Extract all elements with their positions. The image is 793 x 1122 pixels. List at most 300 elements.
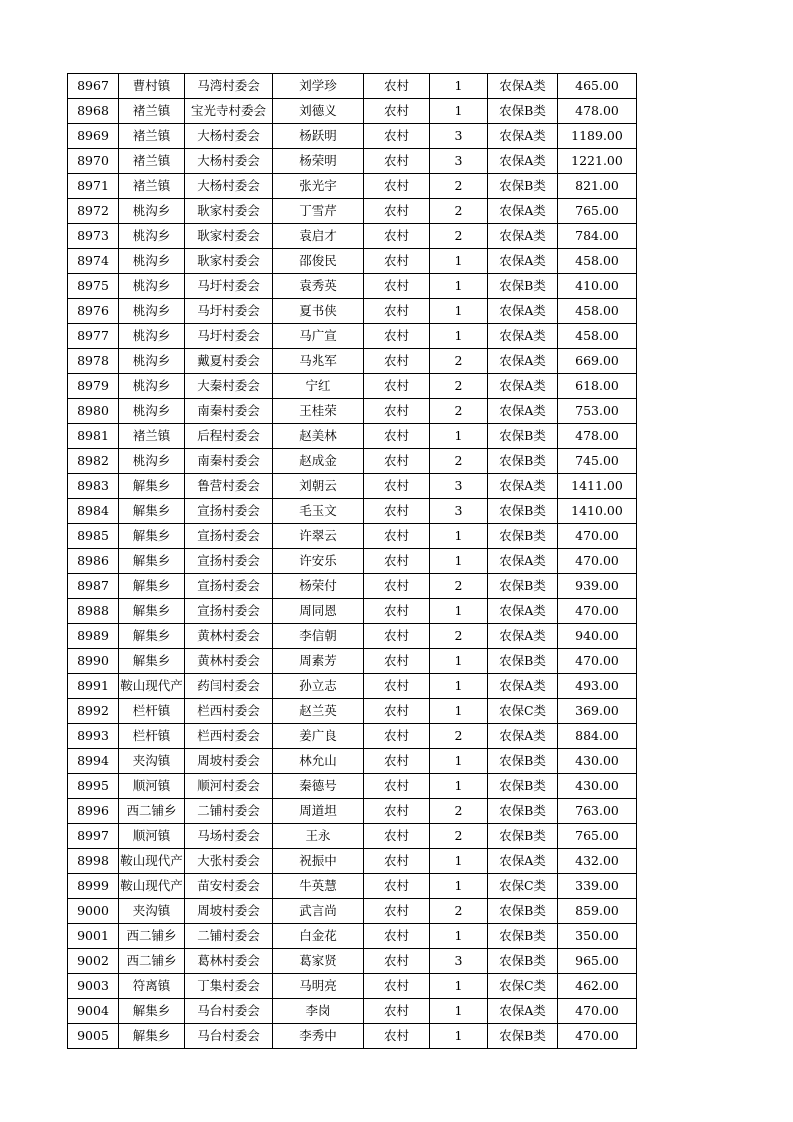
village-committee-cell: 二铺村委会	[185, 924, 273, 949]
village-committee-cell: 宝光寺村委会	[185, 99, 273, 124]
township-cell: 褚兰镇	[119, 424, 185, 449]
township-cell: 解集乡	[119, 999, 185, 1024]
table-row	[68, 349, 637, 374]
table-row	[68, 299, 637, 324]
person-name-cell: 王永	[273, 824, 364, 849]
township-cell: 桃沟乡	[119, 349, 185, 374]
member-count-cell: 1	[430, 599, 488, 624]
insurance-category-cell: 农保A类	[488, 599, 558, 624]
record-number: 8991	[68, 674, 119, 699]
household-type-cell: 农村	[364, 274, 430, 299]
insurance-category-cell: 农保A类	[488, 724, 558, 749]
record-number: 8977	[68, 324, 119, 349]
amount-cell: 339.00	[558, 874, 637, 899]
table-row	[68, 624, 637, 649]
insurance-category-cell: 农保A类	[488, 74, 558, 99]
record-number: 8985	[68, 524, 119, 549]
village-committee-cell: 葛林村委会	[185, 949, 273, 974]
township-cell: 解集乡	[119, 574, 185, 599]
record-number: 8969	[68, 124, 119, 149]
record-number: 8986	[68, 549, 119, 574]
household-type-cell: 农村	[364, 649, 430, 674]
insurance-category-cell: 农保B类	[488, 524, 558, 549]
household-type-cell: 农村	[364, 799, 430, 824]
insurance-category-cell: 农保B类	[488, 424, 558, 449]
amount-cell: 462.00	[558, 974, 637, 999]
household-type-cell: 农村	[364, 724, 430, 749]
township-cell: 解集乡	[119, 474, 185, 499]
insurance-category-cell: 农保A类	[488, 324, 558, 349]
amount-cell: 884.00	[558, 724, 637, 749]
table-row	[68, 399, 637, 424]
village-committee-cell: 栏西村委会	[185, 699, 273, 724]
township-cell: 褚兰镇	[119, 149, 185, 174]
amount-cell: 821.00	[558, 174, 637, 199]
household-type-cell: 农村	[364, 174, 430, 199]
record-number: 8988	[68, 599, 119, 624]
record-number: 8974	[68, 249, 119, 274]
member-count-cell: 3	[430, 949, 488, 974]
insurance-category-cell: 农保A类	[488, 399, 558, 424]
insurance-category-cell: 农保B类	[488, 924, 558, 949]
township-cell: 解集乡	[119, 649, 185, 674]
township-cell: 褚兰镇	[119, 174, 185, 199]
village-committee-cell: 宣扬村委会	[185, 549, 273, 574]
member-count-cell: 2	[430, 574, 488, 599]
village-committee-cell: 黄林村委会	[185, 624, 273, 649]
amount-cell: 458.00	[558, 324, 637, 349]
table-row	[68, 574, 637, 599]
member-count-cell: 1	[430, 674, 488, 699]
amount-cell: 470.00	[558, 549, 637, 574]
member-count-cell: 1	[430, 299, 488, 324]
household-type-cell: 农村	[364, 449, 430, 474]
table-body	[68, 74, 637, 1049]
amount-cell: 458.00	[558, 299, 637, 324]
insurance-category-cell: 农保A类	[488, 674, 558, 699]
table-row	[68, 74, 637, 99]
household-type-cell: 农村	[364, 224, 430, 249]
table-row	[68, 124, 637, 149]
household-type-cell: 农村	[364, 874, 430, 899]
insurance-category-cell: 农保A类	[488, 374, 558, 399]
amount-cell: 430.00	[558, 749, 637, 774]
household-type-cell: 农村	[364, 824, 430, 849]
record-number: 8971	[68, 174, 119, 199]
household-type-cell: 农村	[364, 599, 430, 624]
table-row	[68, 199, 637, 224]
member-count-cell: 2	[430, 724, 488, 749]
township-cell: 解集乡	[119, 624, 185, 649]
amount-cell: 470.00	[558, 999, 637, 1024]
township-cell: 桃沟乡	[119, 374, 185, 399]
village-committee-cell: 马湾村委会	[185, 74, 273, 99]
record-number: 8995	[68, 774, 119, 799]
member-count-cell: 2	[430, 349, 488, 374]
person-name-cell: 祝振中	[273, 849, 364, 874]
member-count-cell: 1	[430, 274, 488, 299]
village-committee-cell: 马圩村委会	[185, 324, 273, 349]
household-type-cell: 农村	[364, 549, 430, 574]
member-count-cell: 2	[430, 199, 488, 224]
amount-cell: 939.00	[558, 574, 637, 599]
table-row	[68, 849, 637, 874]
village-committee-cell: 马台村委会	[185, 1024, 273, 1049]
household-type-cell: 农村	[364, 299, 430, 324]
household-type-cell: 农村	[364, 974, 430, 999]
member-count-cell: 2	[430, 799, 488, 824]
person-name-cell: 杨荣付	[273, 574, 364, 599]
amount-cell: 470.00	[558, 524, 637, 549]
person-name-cell: 赵美林	[273, 424, 364, 449]
household-type-cell: 农村	[364, 924, 430, 949]
insurance-category-cell: 农保A类	[488, 124, 558, 149]
insurance-category-cell: 农保A类	[488, 474, 558, 499]
amount-cell: 669.00	[558, 349, 637, 374]
household-type-cell: 农村	[364, 524, 430, 549]
person-name-cell: 周素芳	[273, 649, 364, 674]
insurance-category-cell: 农保C类	[488, 699, 558, 724]
insurance-category-cell: 农保A类	[488, 999, 558, 1024]
township-cell: 符离镇	[119, 974, 185, 999]
insurance-category-cell: 农保A类	[488, 224, 558, 249]
insurance-category-cell: 农保B类	[488, 449, 558, 474]
amount-cell: 432.00	[558, 849, 637, 874]
person-name-cell: 赵兰英	[273, 699, 364, 724]
village-committee-cell: 耿家村委会	[185, 249, 273, 274]
person-name-cell: 宁红	[273, 374, 364, 399]
person-name-cell: 丁雪芹	[273, 199, 364, 224]
village-committee-cell: 苗安村委会	[185, 874, 273, 899]
insurance-category-cell: 农保B类	[488, 799, 558, 824]
person-name-cell: 袁秀英	[273, 274, 364, 299]
village-committee-cell: 鲁营村委会	[185, 474, 273, 499]
township-cell: 西二铺乡	[119, 949, 185, 974]
table-row	[68, 799, 637, 824]
record-number: 8968	[68, 99, 119, 124]
record-number: 8989	[68, 624, 119, 649]
household-type-cell: 农村	[364, 399, 430, 424]
township-cell: 桃沟乡	[119, 249, 185, 274]
record-number: 8982	[68, 449, 119, 474]
member-count-cell: 1	[430, 549, 488, 574]
table-row	[68, 674, 637, 699]
member-count-cell: 2	[430, 224, 488, 249]
table-row	[68, 524, 637, 549]
village-committee-cell: 大杨村委会	[185, 149, 273, 174]
insurance-category-cell: 农保A类	[488, 149, 558, 174]
person-name-cell: 杨荣明	[273, 149, 364, 174]
person-name-cell: 马明亮	[273, 974, 364, 999]
village-committee-cell: 南秦村委会	[185, 399, 273, 424]
township-cell: 夹沟镇	[119, 749, 185, 774]
insurance-category-cell: 农保C类	[488, 974, 558, 999]
table-row	[68, 499, 637, 524]
record-number: 8970	[68, 149, 119, 174]
person-name-cell: 周同恩	[273, 599, 364, 624]
record-number: 9003	[68, 974, 119, 999]
table-row	[68, 1024, 637, 1049]
table-row	[68, 424, 637, 449]
person-name-cell: 葛家贤	[273, 949, 364, 974]
township-cell: 桃沟乡	[119, 299, 185, 324]
person-name-cell: 刘德义	[273, 99, 364, 124]
member-count-cell: 1	[430, 524, 488, 549]
record-number: 8981	[68, 424, 119, 449]
record-number: 8998	[68, 849, 119, 874]
record-number: 8978	[68, 349, 119, 374]
record-number: 8996	[68, 799, 119, 824]
household-type-cell: 农村	[364, 749, 430, 774]
village-committee-cell: 宣扬村委会	[185, 574, 273, 599]
township-cell: 桃沟乡	[119, 274, 185, 299]
member-count-cell: 1	[430, 99, 488, 124]
record-number: 8992	[68, 699, 119, 724]
village-committee-cell: 耿家村委会	[185, 199, 273, 224]
person-name-cell: 李秀中	[273, 1024, 364, 1049]
household-type-cell: 农村	[364, 349, 430, 374]
table-row	[68, 324, 637, 349]
member-count-cell: 1	[430, 974, 488, 999]
household-type-cell: 农村	[364, 424, 430, 449]
person-name-cell: 赵成金	[273, 449, 364, 474]
insurance-category-cell: 农保B类	[488, 749, 558, 774]
amount-cell: 470.00	[558, 1024, 637, 1049]
member-count-cell: 1	[430, 749, 488, 774]
member-count-cell: 3	[430, 149, 488, 174]
village-committee-cell: 南秦村委会	[185, 449, 273, 474]
insurance-category-cell: 农保B类	[488, 574, 558, 599]
record-number: 8984	[68, 499, 119, 524]
table-row	[68, 924, 637, 949]
member-count-cell: 3	[430, 499, 488, 524]
amount-cell: 369.00	[558, 699, 637, 724]
table-row	[68, 649, 637, 674]
insurance-category-cell: 农保B类	[488, 274, 558, 299]
insurance-category-cell: 农保A类	[488, 849, 558, 874]
table-row	[68, 249, 637, 274]
table-row	[68, 374, 637, 399]
amount-cell: 465.00	[558, 74, 637, 99]
person-name-cell: 许安乐	[273, 549, 364, 574]
village-committee-cell: 宣扬村委会	[185, 599, 273, 624]
member-count-cell: 2	[430, 624, 488, 649]
household-type-cell: 农村	[364, 249, 430, 274]
member-count-cell: 2	[430, 824, 488, 849]
table-row	[68, 949, 637, 974]
amount-cell: 470.00	[558, 649, 637, 674]
person-name-cell: 马广宣	[273, 324, 364, 349]
member-count-cell: 2	[430, 174, 488, 199]
amount-cell: 470.00	[558, 599, 637, 624]
village-committee-cell: 二铺村委会	[185, 799, 273, 824]
table-row	[68, 99, 637, 124]
table-row	[68, 724, 637, 749]
beneficiary-table	[67, 73, 637, 1049]
table-row	[68, 224, 637, 249]
person-name-cell: 武言尚	[273, 899, 364, 924]
record-number: 9005	[68, 1024, 119, 1049]
village-committee-cell: 马台村委会	[185, 999, 273, 1024]
person-name-cell: 林允山	[273, 749, 364, 774]
village-committee-cell: 宣扬村委会	[185, 499, 273, 524]
insurance-category-cell: 农保A类	[488, 299, 558, 324]
township-cell: 栏杆镇	[119, 724, 185, 749]
amount-cell: 350.00	[558, 924, 637, 949]
table-row	[68, 174, 637, 199]
record-number: 8967	[68, 74, 119, 99]
insurance-category-cell: 农保B类	[488, 649, 558, 674]
person-name-cell: 刘朝云	[273, 474, 364, 499]
village-committee-cell: 耿家村委会	[185, 224, 273, 249]
record-number: 8997	[68, 824, 119, 849]
person-name-cell: 杨跃明	[273, 124, 364, 149]
member-count-cell: 1	[430, 774, 488, 799]
village-committee-cell: 马圩村委会	[185, 274, 273, 299]
household-type-cell: 农村	[364, 574, 430, 599]
village-committee-cell: 周坡村委会	[185, 899, 273, 924]
insurance-category-cell: 农保C类	[488, 874, 558, 899]
township-cell: 鞍山现代产	[119, 874, 185, 899]
person-name-cell: 李岗	[273, 999, 364, 1024]
person-name-cell: 毛玉文	[273, 499, 364, 524]
person-name-cell: 邵俊民	[273, 249, 364, 274]
village-committee-cell: 大张村委会	[185, 849, 273, 874]
record-number: 8980	[68, 399, 119, 424]
household-type-cell: 农村	[364, 774, 430, 799]
record-number: 8993	[68, 724, 119, 749]
record-number: 8999	[68, 874, 119, 899]
member-count-cell: 1	[430, 649, 488, 674]
household-type-cell: 农村	[364, 74, 430, 99]
record-number: 8987	[68, 574, 119, 599]
amount-cell: 478.00	[558, 99, 637, 124]
table-row	[68, 549, 637, 574]
township-cell: 桃沟乡	[119, 199, 185, 224]
household-type-cell: 农村	[364, 624, 430, 649]
amount-cell: 1411.00	[558, 474, 637, 499]
amount-cell: 1221.00	[558, 149, 637, 174]
village-committee-cell: 丁集村委会	[185, 974, 273, 999]
record-number: 8973	[68, 224, 119, 249]
amount-cell: 745.00	[558, 449, 637, 474]
person-name-cell: 王桂荣	[273, 399, 364, 424]
household-type-cell: 农村	[364, 374, 430, 399]
household-type-cell: 农村	[364, 474, 430, 499]
amount-cell: 458.00	[558, 249, 637, 274]
township-cell: 桃沟乡	[119, 399, 185, 424]
member-count-cell: 1	[430, 74, 488, 99]
village-committee-cell: 马场村委会	[185, 824, 273, 849]
village-committee-cell: 马圩村委会	[185, 299, 273, 324]
person-name-cell: 秦德号	[273, 774, 364, 799]
township-cell: 解集乡	[119, 1024, 185, 1049]
household-type-cell: 农村	[364, 949, 430, 974]
village-committee-cell: 周坡村委会	[185, 749, 273, 774]
record-number: 9000	[68, 899, 119, 924]
amount-cell: 1189.00	[558, 124, 637, 149]
person-name-cell: 李信朝	[273, 624, 364, 649]
record-number: 8976	[68, 299, 119, 324]
table-row	[68, 274, 637, 299]
village-committee-cell: 顺河村委会	[185, 774, 273, 799]
member-count-cell: 1	[430, 324, 488, 349]
record-number: 9001	[68, 924, 119, 949]
village-committee-cell: 宣扬村委会	[185, 524, 273, 549]
person-name-cell: 周道坦	[273, 799, 364, 824]
village-committee-cell: 大秦村委会	[185, 374, 273, 399]
record-number: 9002	[68, 949, 119, 974]
township-cell: 褚兰镇	[119, 124, 185, 149]
insurance-category-cell: 农保A类	[488, 624, 558, 649]
township-cell: 西二铺乡	[119, 924, 185, 949]
township-cell: 西二铺乡	[119, 799, 185, 824]
table-row	[68, 874, 637, 899]
table-row	[68, 149, 637, 174]
township-cell: 桃沟乡	[119, 324, 185, 349]
amount-cell: 478.00	[558, 424, 637, 449]
township-cell: 顺河镇	[119, 824, 185, 849]
person-name-cell: 白金花	[273, 924, 364, 949]
table-row	[68, 974, 637, 999]
member-count-cell: 2	[430, 449, 488, 474]
amount-cell: 753.00	[558, 399, 637, 424]
amount-cell: 410.00	[558, 274, 637, 299]
amount-cell: 430.00	[558, 774, 637, 799]
record-number: 8972	[68, 199, 119, 224]
township-cell: 夹沟镇	[119, 899, 185, 924]
record-number: 9004	[68, 999, 119, 1024]
person-name-cell: 牛英慧	[273, 874, 364, 899]
village-committee-cell: 栏西村委会	[185, 724, 273, 749]
village-committee-cell: 药闫村委会	[185, 674, 273, 699]
insurance-category-cell: 农保B类	[488, 949, 558, 974]
insurance-category-cell: 农保A类	[488, 549, 558, 574]
insurance-category-cell: 农保A类	[488, 349, 558, 374]
insurance-category-cell: 农保A类	[488, 249, 558, 274]
record-number: 8994	[68, 749, 119, 774]
member-count-cell: 1	[430, 1024, 488, 1049]
amount-cell: 765.00	[558, 824, 637, 849]
township-cell: 解集乡	[119, 549, 185, 574]
amount-cell: 1410.00	[558, 499, 637, 524]
township-cell: 鞍山现代产	[119, 849, 185, 874]
insurance-category-cell: 农保B类	[488, 899, 558, 924]
person-name-cell: 夏书侠	[273, 299, 364, 324]
amount-cell: 940.00	[558, 624, 637, 649]
household-type-cell: 农村	[364, 999, 430, 1024]
amount-cell: 618.00	[558, 374, 637, 399]
township-cell: 曹村镇	[119, 74, 185, 99]
record-number: 8990	[68, 649, 119, 674]
table-row	[68, 824, 637, 849]
member-count-cell: 1	[430, 874, 488, 899]
person-name-cell: 许翠云	[273, 524, 364, 549]
insurance-category-cell: 农保A类	[488, 199, 558, 224]
table-row	[68, 774, 637, 799]
member-count-cell: 1	[430, 999, 488, 1024]
amount-cell: 493.00	[558, 674, 637, 699]
amount-cell: 965.00	[558, 949, 637, 974]
member-count-cell: 1	[430, 424, 488, 449]
insurance-category-cell: 农保B类	[488, 774, 558, 799]
insurance-category-cell: 农保B类	[488, 499, 558, 524]
insurance-category-cell: 农保B类	[488, 99, 558, 124]
township-cell: 桃沟乡	[119, 449, 185, 474]
village-committee-cell: 黄林村委会	[185, 649, 273, 674]
amount-cell: 765.00	[558, 199, 637, 224]
member-count-cell: 1	[430, 699, 488, 724]
